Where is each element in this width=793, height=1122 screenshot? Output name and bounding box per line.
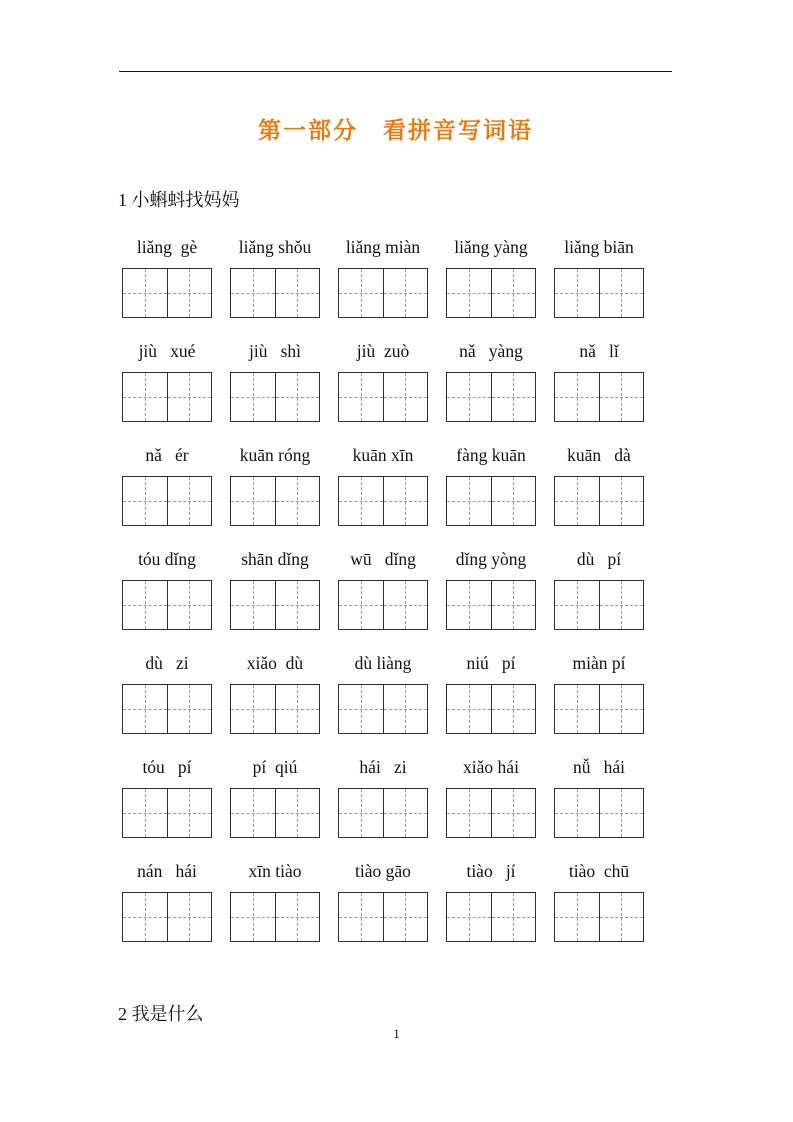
tianzige-grid [338, 372, 428, 422]
grid-cell [123, 581, 168, 629]
word-unit [443, 234, 539, 318]
tianzige-grid [230, 892, 320, 942]
pinyin-label: wū dǐng [350, 549, 416, 569]
word-unit [551, 338, 647, 422]
pinyin-label: nǎ lǐ [579, 341, 619, 361]
word-unit [119, 338, 215, 422]
pinyin-label: liǎng shǒu [238, 237, 312, 257]
grid-cell [339, 581, 384, 629]
tianzige-grid [230, 788, 320, 838]
grid-cell [276, 373, 320, 421]
grid-cell [555, 581, 600, 629]
grid-cell [276, 789, 320, 837]
pinyin-label: nǎ yàng [459, 341, 523, 361]
pinyin-label: xīn tiào [248, 861, 302, 881]
pinyin-label: fàng kuān [456, 445, 526, 465]
grid-cell [168, 373, 212, 421]
word-row [119, 858, 647, 942]
word-row [119, 754, 647, 838]
word-unit [443, 546, 539, 630]
grid-cell [384, 269, 428, 317]
word-unit [227, 650, 323, 734]
word-unit [551, 650, 647, 734]
word-unit [335, 754, 431, 838]
word-unit [335, 858, 431, 942]
grid-cell [600, 893, 644, 941]
pinyin-label: tiào jí [466, 861, 516, 881]
pinyin-label: dù pí [576, 549, 622, 569]
word-unit [551, 234, 647, 318]
tianzige-grid [338, 476, 428, 526]
word-row [119, 546, 647, 630]
pinyin-label: nǚ hái [572, 757, 625, 777]
grid-cell [384, 893, 428, 941]
grid-cell [168, 477, 212, 525]
grid-cell [447, 373, 492, 421]
grid-cell [492, 685, 536, 733]
grid-cell [123, 373, 168, 421]
grid-cell [231, 893, 276, 941]
grid-cell [168, 581, 212, 629]
pinyin-label: niú pí [466, 653, 516, 673]
tianzige-grid [338, 788, 428, 838]
tianzige-grid [554, 892, 644, 942]
pinyin-label: pí qiú [252, 757, 298, 777]
tianzige-grid [446, 372, 536, 422]
tianzige-grid [446, 892, 536, 942]
section-heading-2: 2 我是什么 [118, 1004, 204, 1024]
word-unit [227, 234, 323, 318]
worksheet-rows [119, 234, 647, 962]
pinyin-label: hái zi [359, 757, 407, 777]
grid-cell [123, 269, 168, 317]
word-row [119, 338, 647, 422]
grid-cell [555, 789, 600, 837]
word-row [119, 442, 647, 526]
tianzige-grid [230, 476, 320, 526]
tianzige-grid [230, 684, 320, 734]
tianzige-grid [122, 372, 212, 422]
section-heading-1: 1 小蝌蚪找妈妈 [118, 190, 240, 210]
grid-cell [384, 581, 428, 629]
tianzige-grid [338, 268, 428, 318]
tianzige-grid [230, 372, 320, 422]
pinyin-label: jiù xué [138, 341, 196, 361]
word-unit [335, 442, 431, 526]
grid-cell [168, 893, 212, 941]
word-unit [443, 650, 539, 734]
pinyin-label: tóu pí [142, 757, 192, 777]
tianzige-grid [122, 684, 212, 734]
tianzige-grid [230, 580, 320, 630]
tianzige-grid [446, 268, 536, 318]
grid-cell [168, 269, 212, 317]
grid-cell [123, 685, 168, 733]
grid-cell [276, 477, 320, 525]
grid-cell [276, 893, 320, 941]
tianzige-grid [122, 476, 212, 526]
grid-cell [447, 685, 492, 733]
grid-cell [231, 269, 276, 317]
page-title: 第一部分 看拼音写词语 [258, 117, 533, 143]
grid-cell [600, 685, 644, 733]
grid-cell [384, 789, 428, 837]
tianzige-grid [554, 476, 644, 526]
grid-cell [447, 789, 492, 837]
grid-cell [555, 685, 600, 733]
pinyin-label: tiào gāo [355, 861, 411, 881]
tianzige-grid [554, 372, 644, 422]
grid-cell [555, 373, 600, 421]
tianzige-grid [338, 580, 428, 630]
grid-cell [276, 581, 320, 629]
pinyin-label: dù zi [145, 653, 189, 673]
grid-cell [231, 477, 276, 525]
pinyin-label: kuān róng [239, 445, 311, 465]
pinyin-label: jiù zuò [356, 341, 410, 361]
word-row [119, 234, 647, 318]
word-unit [227, 858, 323, 942]
word-unit [119, 234, 215, 318]
word-unit [335, 546, 431, 630]
grid-cell [339, 685, 384, 733]
word-unit [227, 442, 323, 526]
word-unit [335, 234, 431, 318]
word-unit [443, 858, 539, 942]
pinyin-label: nán hái [137, 861, 197, 881]
pinyin-label: xiǎo hái [463, 757, 519, 777]
pinyin-label: liǎng miàn [345, 237, 421, 257]
grid-cell [492, 477, 536, 525]
word-unit [551, 754, 647, 838]
grid-cell [492, 581, 536, 629]
pinyin-label: kuān dà [567, 445, 631, 465]
grid-cell [447, 477, 492, 525]
tianzige-grid [446, 580, 536, 630]
tianzige-grid [338, 684, 428, 734]
pinyin-label: miàn pí [572, 653, 626, 673]
word-unit [119, 858, 215, 942]
grid-cell [339, 893, 384, 941]
grid-cell [384, 685, 428, 733]
grid-cell [231, 581, 276, 629]
grid-cell [555, 477, 600, 525]
grid-cell [600, 581, 644, 629]
grid-cell [339, 477, 384, 525]
tianzige-grid [446, 684, 536, 734]
word-unit [443, 442, 539, 526]
grid-cell [555, 269, 600, 317]
word-unit [551, 858, 647, 942]
grid-cell [600, 789, 644, 837]
grid-cell [447, 893, 492, 941]
grid-cell [231, 373, 276, 421]
pinyin-label: liǎng gè [136, 237, 198, 257]
grid-cell [168, 789, 212, 837]
word-unit [119, 442, 215, 526]
grid-cell [492, 789, 536, 837]
word-unit [551, 546, 647, 630]
grid-cell [600, 373, 644, 421]
grid-cell [339, 269, 384, 317]
word-unit [551, 442, 647, 526]
pinyin-label: nǎ ér [145, 445, 189, 465]
word-unit [335, 650, 431, 734]
grid-cell [447, 269, 492, 317]
tianzige-grid [230, 268, 320, 318]
grid-cell [276, 685, 320, 733]
tianzige-grid [446, 788, 536, 838]
header-divider-line [119, 71, 672, 72]
tianzige-grid [554, 580, 644, 630]
pinyin-label: tiào chū [568, 861, 630, 881]
pinyin-label: xiǎo dù [246, 653, 304, 673]
tianzige-grid [338, 892, 428, 942]
word-row [119, 650, 647, 734]
grid-cell [492, 269, 536, 317]
pinyin-label: dǐng yòng [455, 549, 527, 569]
tianzige-grid [122, 892, 212, 942]
grid-cell [168, 685, 212, 733]
grid-cell [123, 477, 168, 525]
grid-cell [231, 789, 276, 837]
tianzige-grid [122, 788, 212, 838]
grid-cell [123, 893, 168, 941]
word-unit [119, 650, 215, 734]
pinyin-label: liǎng biān [564, 237, 634, 257]
tianzige-grid [554, 268, 644, 318]
word-unit [443, 754, 539, 838]
grid-cell [600, 477, 644, 525]
pinyin-label: jiù shì [248, 341, 302, 361]
page-number: 1 [393, 1026, 400, 1041]
tianzige-grid [554, 684, 644, 734]
grid-cell [555, 893, 600, 941]
pinyin-label: liǎng yàng [454, 237, 528, 257]
pinyin-label: tóu dǐng [138, 549, 196, 569]
grid-cell [123, 789, 168, 837]
pinyin-label: dù liàng [354, 653, 412, 673]
tianzige-grid [122, 268, 212, 318]
grid-cell [339, 789, 384, 837]
grid-cell [492, 893, 536, 941]
word-unit [227, 546, 323, 630]
word-unit [335, 338, 431, 422]
word-unit [227, 754, 323, 838]
word-unit [227, 338, 323, 422]
grid-cell [447, 581, 492, 629]
grid-cell [231, 685, 276, 733]
word-unit [119, 754, 215, 838]
grid-cell [384, 477, 428, 525]
grid-cell [492, 373, 536, 421]
grid-cell [600, 269, 644, 317]
word-unit [443, 338, 539, 422]
tianzige-grid [554, 788, 644, 838]
tianzige-grid [446, 476, 536, 526]
grid-cell [384, 373, 428, 421]
pinyin-label: shān dǐng [241, 549, 309, 569]
word-unit [119, 546, 215, 630]
tianzige-grid [122, 580, 212, 630]
grid-cell [276, 269, 320, 317]
pinyin-label: kuān xīn [352, 445, 414, 465]
grid-cell [339, 373, 384, 421]
